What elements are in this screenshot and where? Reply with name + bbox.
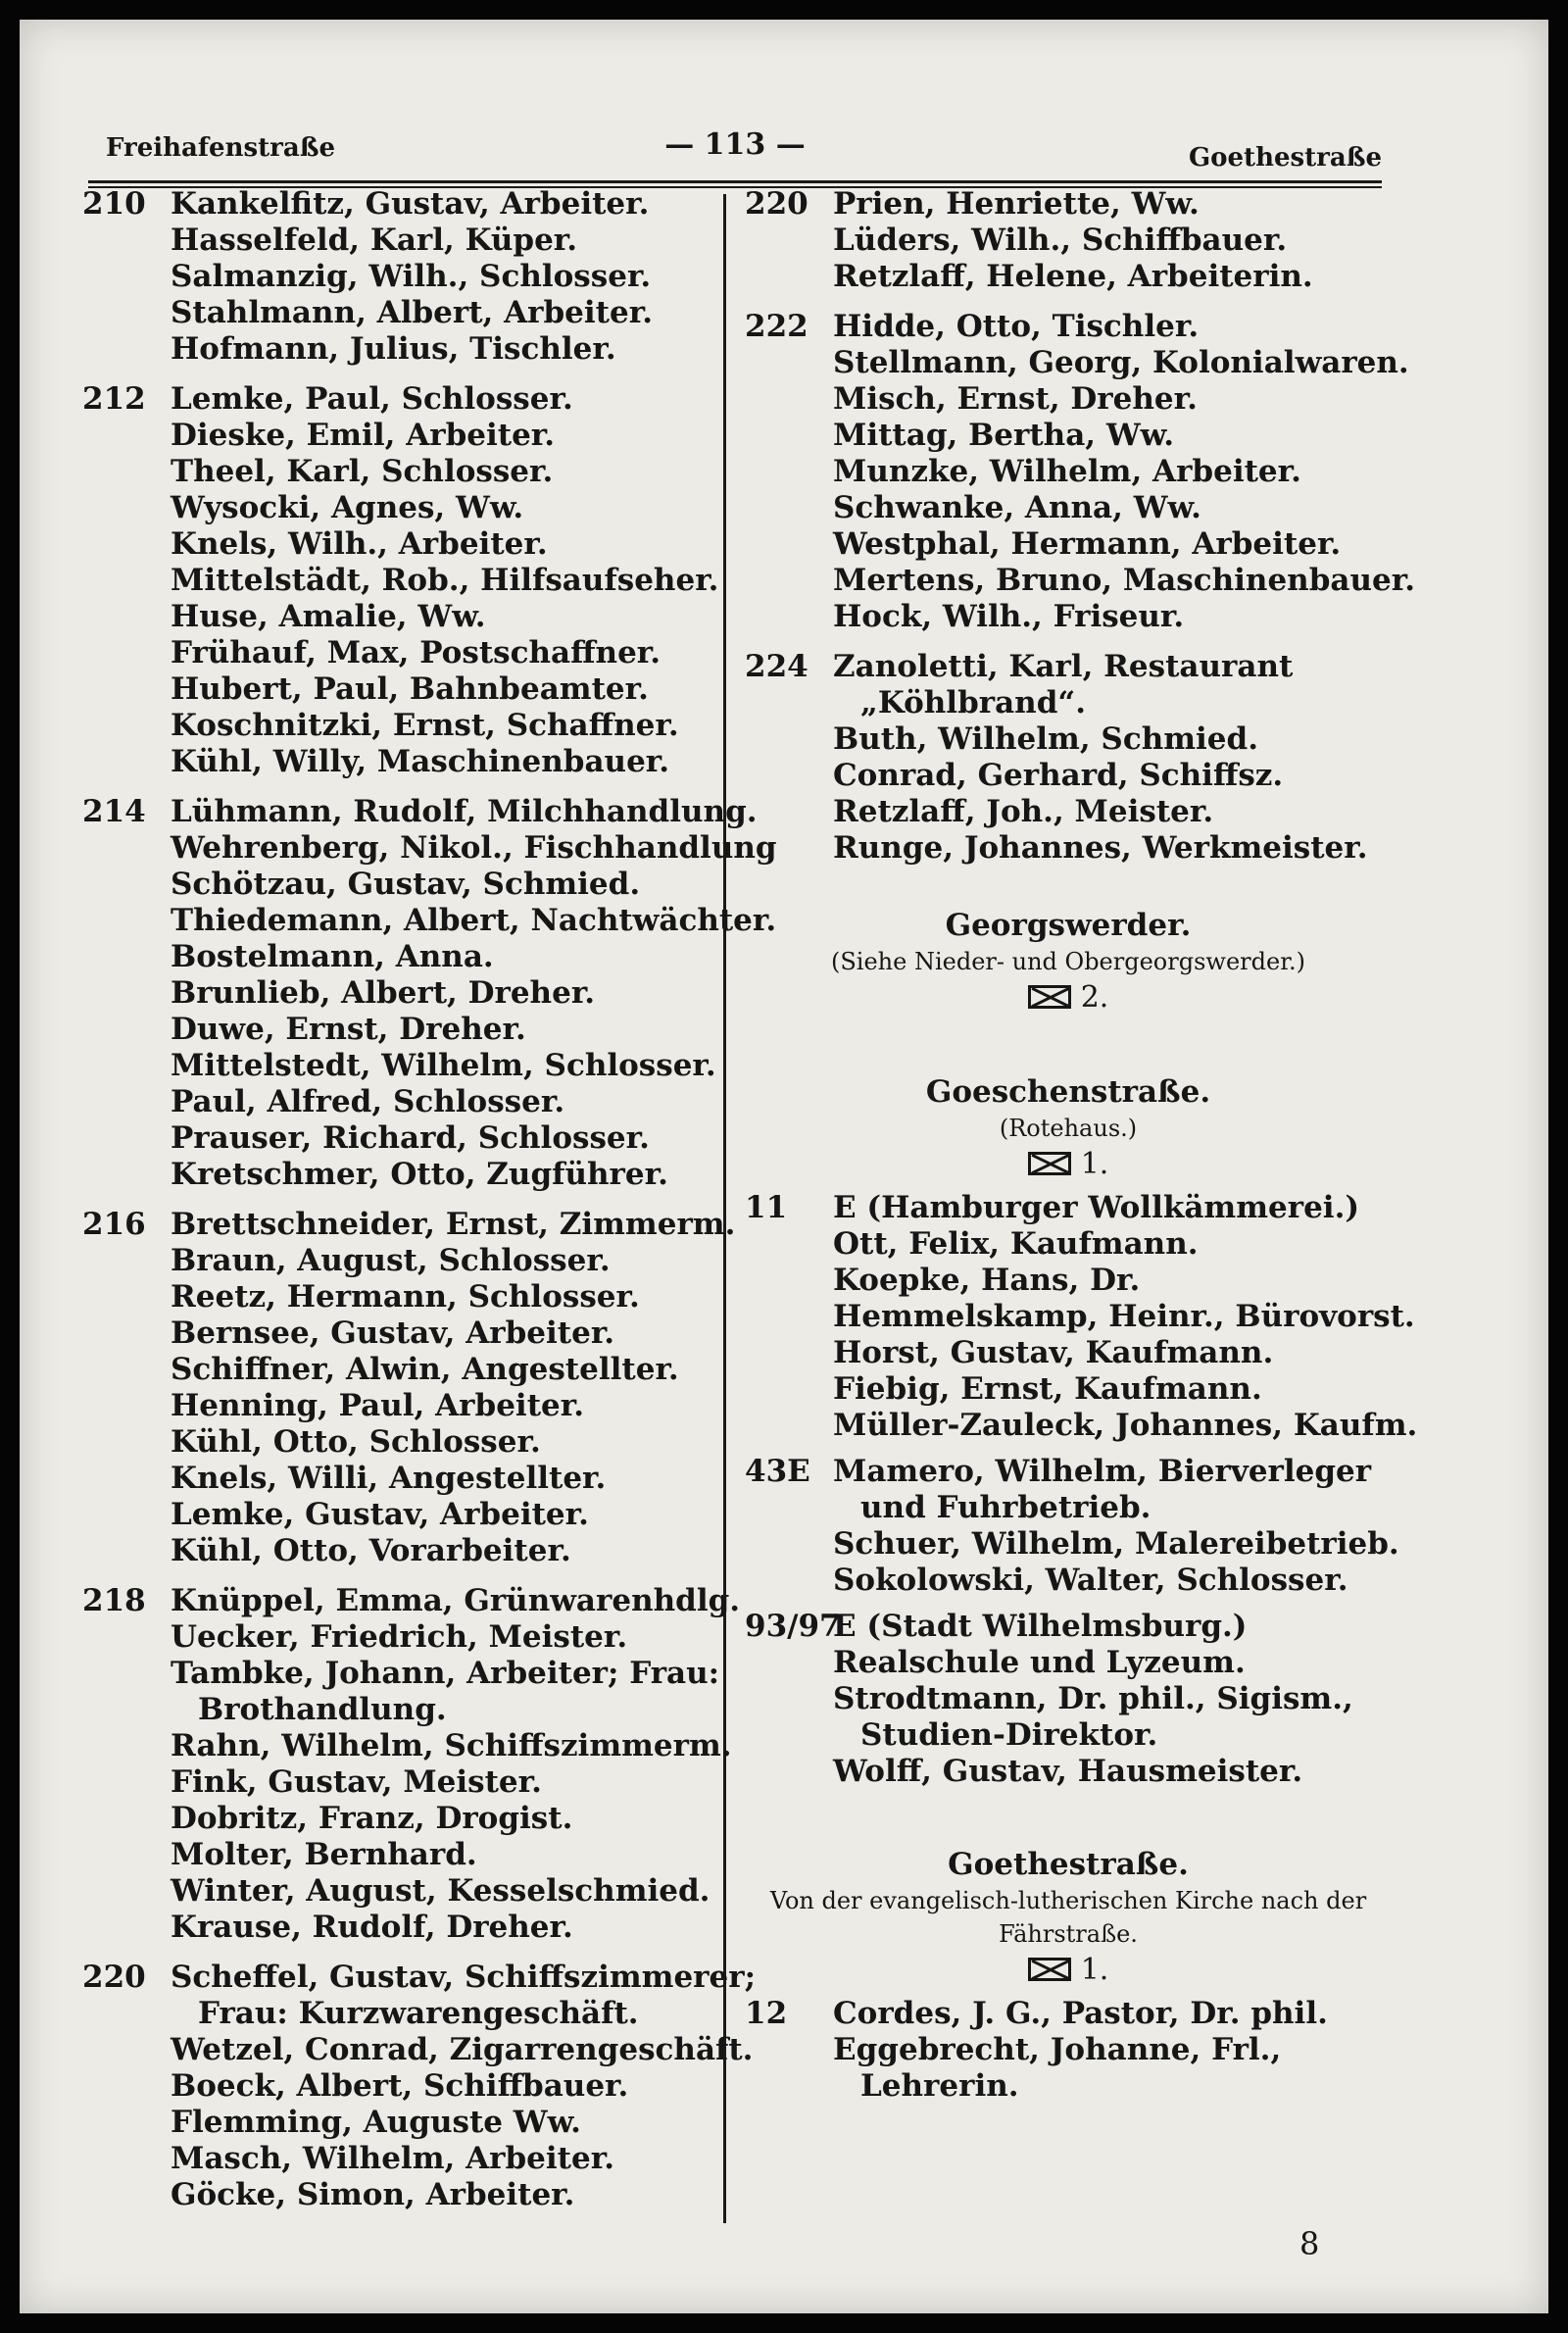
resident-text: Horst, Gustav, Kaufmann. xyxy=(833,1335,1274,1370)
resident-entry xyxy=(82,1424,719,1461)
resident-text: Buth, Wilhelm, Schmied. xyxy=(833,721,1258,757)
resident-entry xyxy=(82,939,719,975)
resident-entry xyxy=(82,1243,719,1279)
resident-entry xyxy=(82,1764,719,1801)
resident-entry xyxy=(82,830,777,867)
resident-entry xyxy=(82,1837,719,1873)
resident-text: Salmanzig, Wilh., Schlosser. xyxy=(171,259,652,294)
house-group xyxy=(745,1190,1418,1444)
section-entries xyxy=(745,1190,1418,1444)
house-group xyxy=(745,309,1416,635)
resident-text: Hidde, Otto, Tischler. xyxy=(833,309,1200,344)
resident-text: Knüppel, Emma, Grünwarenhdlg. xyxy=(171,1583,741,1618)
house-number: 210 xyxy=(82,186,146,222)
resident-entry xyxy=(82,1533,719,1569)
envelope-icon xyxy=(1028,1152,1071,1175)
resident-entry xyxy=(82,975,719,1012)
resident-entry xyxy=(82,186,719,223)
resident-entry xyxy=(82,381,719,418)
resident-entry xyxy=(82,1583,741,1619)
directory-page xyxy=(20,20,1548,2313)
section-entries xyxy=(745,1454,1399,1599)
resident-text: Duwe, Ernst, Dreher. xyxy=(171,1012,526,1047)
resident-entry xyxy=(82,1120,719,1157)
resident-entry xyxy=(745,1681,1392,1717)
resident-entry xyxy=(745,1754,1392,1790)
resident-entry xyxy=(745,1299,1415,1335)
resident-text: Strodtmann, Dr. phil., Sigism., xyxy=(833,1681,1353,1716)
resident-text: Theel, Karl, Schlosser. xyxy=(171,454,554,489)
resident-text: Schuer, Wilhelm, Malereibetrieb. xyxy=(833,1526,1399,1562)
resident-entry xyxy=(82,1012,719,1048)
resident-entry xyxy=(82,1207,736,1243)
street-section xyxy=(745,1845,1392,1990)
resident-entry xyxy=(745,1226,1392,1263)
envelope-icon xyxy=(1028,985,1071,1009)
house-number: 222 xyxy=(745,309,808,344)
resident-text: Wetzel, Conrad, Zigarrengeschäft. xyxy=(171,2032,754,2067)
street-section xyxy=(745,1072,1392,1184)
resident-entry xyxy=(745,186,1392,223)
resident-entry xyxy=(82,563,719,599)
house-group xyxy=(82,1207,736,1569)
house-group xyxy=(745,1609,1392,1790)
resident-entry xyxy=(745,259,1392,295)
resident-text: Tambke, Johann, Arbeiter; Frau: xyxy=(171,1656,720,1691)
section-title: Georgswerder. xyxy=(945,908,1192,943)
resident-entry xyxy=(82,418,719,454)
resident-text: Knels, Wilh., Arbeiter. xyxy=(171,526,548,562)
resident-entry xyxy=(82,295,719,331)
house-number: 224 xyxy=(745,649,808,684)
resident-text: Hemmelskamp, Heinr., Bürovorst. xyxy=(833,1299,1415,1334)
resident-text: Scheffel, Gustav, Schiffszimmerer; xyxy=(171,1960,757,1995)
resident-entry-continuation: Studien-Direktor. xyxy=(860,1717,1158,1753)
right-column xyxy=(745,186,1418,2105)
resident-text: Dieske, Emil, Arbeiter. xyxy=(171,418,556,453)
resident-text: Ott, Felix, Kaufmann. xyxy=(833,1226,1199,1262)
resident-text: Brettschneider, Ernst, Zimmerm. xyxy=(171,1207,736,1242)
resident-text: Kühl, Otto, Schlosser. xyxy=(171,1424,541,1460)
page-header xyxy=(88,122,1382,171)
resident-entry xyxy=(82,1960,757,1996)
section-subtitle: Von der evangelisch-lutherischen Kirche nach der Fährstraße. xyxy=(769,1887,1367,1948)
resident-text: Schwanke, Anna, Ww. xyxy=(833,490,1201,525)
resident-entry xyxy=(82,526,719,563)
resident-text: Molter, Bernhard. xyxy=(171,1837,477,1872)
house-group xyxy=(745,186,1392,295)
resident-text: Henning, Paul, Arbeiter. xyxy=(171,1388,585,1423)
resident-text: Schiffner, Alwin, Angestellter. xyxy=(171,1352,679,1387)
resident-text: Mittelstädt, Rob., Hilfsaufseher. xyxy=(171,563,719,598)
resident-entry xyxy=(745,599,1392,635)
resident-text: Braun, August, Schlosser. xyxy=(171,1243,611,1278)
postal-district xyxy=(745,1951,1392,1990)
resident-entry xyxy=(745,649,1392,685)
resident-entry xyxy=(745,454,1392,490)
house-number: 220 xyxy=(82,1960,146,1995)
resident-text: Eggebrecht, Johanne, Frl., xyxy=(833,2032,1282,2067)
resident-text: Westphal, Hermann, Arbeiter. xyxy=(833,526,1342,562)
resident-entry xyxy=(82,2177,719,2213)
resident-entry xyxy=(745,309,1392,345)
resident-text: Boeck, Albert, Schiffbauer. xyxy=(171,2068,629,2104)
resident-text: Paul, Alfred, Schlosser. xyxy=(171,1084,565,1119)
header-left-street: Freihafenstraße xyxy=(106,133,335,163)
house-number: 218 xyxy=(82,1583,146,1618)
resident-entry xyxy=(745,1371,1392,1408)
resident-text: Mertens, Bruno, Maschinenbauer. xyxy=(833,563,1416,598)
resident-text: Knels, Willi, Angestellter. xyxy=(171,1461,607,1496)
resident-text: Rahn, Wilhelm, Schiffszimmerm. xyxy=(171,1728,732,1763)
postal-district xyxy=(745,1145,1392,1184)
resident-entry xyxy=(82,490,719,526)
resident-text: Bernsee, Gustav, Arbeiter. xyxy=(171,1315,615,1351)
house-number: 43E xyxy=(745,1454,810,1489)
resident-entry xyxy=(82,1048,719,1084)
section-entries xyxy=(745,1996,1392,2105)
resident-text: Kühl, Otto, Vorarbeiter. xyxy=(171,1533,571,1568)
resident-text: Masch, Wilhelm, Arbeiter. xyxy=(171,2141,614,2176)
resident-entry xyxy=(745,381,1392,418)
resident-text: Wysocki, Agnes, Ww. xyxy=(171,490,524,525)
resident-entry xyxy=(745,223,1392,259)
resident-entry xyxy=(745,563,1416,599)
resident-entry xyxy=(82,1388,719,1424)
resident-entry xyxy=(82,223,719,259)
resident-text: Thiedemann, Albert, Nachtwächter. xyxy=(171,903,777,938)
resident-text: Sokolowski, Walter, Schlosser. xyxy=(833,1563,1348,1598)
resident-entry xyxy=(82,794,758,830)
resident-text: Retzlaff, Joh., Meister. xyxy=(833,794,1214,829)
resident-entry-continuation: und Fuhrbetrieb. xyxy=(860,1490,1152,1525)
resident-entry xyxy=(82,599,719,635)
resident-text: Fink, Gustav, Meister. xyxy=(171,1764,542,1800)
house-group xyxy=(82,381,719,780)
resident-text: Brunlieb, Albert, Dreher. xyxy=(171,975,596,1011)
resident-text: Cordes, J. G., Pastor, Dr. phil. xyxy=(833,1996,1328,2031)
resident-text: Winter, August, Kesselschmied. xyxy=(171,1873,710,1909)
resident-text: Zanoletti, Karl, Restaurant xyxy=(833,649,1294,684)
resident-entry xyxy=(745,1526,1399,1563)
resident-entry xyxy=(82,1728,732,1764)
section-entries xyxy=(745,1609,1392,1790)
resident-text: Göcke, Simon, Arbeiter. xyxy=(171,2177,575,2212)
resident-entry xyxy=(82,1157,719,1193)
resident-entry xyxy=(745,1645,1392,1681)
resident-text: Conrad, Gerhard, Schiffsz. xyxy=(833,758,1284,793)
resident-text: Stahlmann, Albert, Arbeiter. xyxy=(171,295,654,330)
resident-entry xyxy=(82,2141,719,2177)
resident-text: Lüders, Wilh., Schiffbauer. xyxy=(833,223,1288,258)
signature-mark: 8 xyxy=(1299,2225,1320,2262)
resident-text: Retzlaff, Helene, Arbeiterin. xyxy=(833,259,1313,294)
resident-entry xyxy=(82,867,719,903)
page-number: — 113 — xyxy=(664,127,806,162)
resident-entry xyxy=(82,1279,719,1315)
resident-entry xyxy=(745,1454,1392,1490)
resident-text: Mamero, Wilhelm, Bierverleger xyxy=(833,1454,1372,1489)
resident-entry xyxy=(745,526,1392,563)
resident-entry xyxy=(82,1910,719,1946)
resident-entry xyxy=(82,259,719,295)
house-number: 93/97 xyxy=(745,1609,841,1644)
resident-entry xyxy=(82,1656,719,1692)
house-number: 214 xyxy=(82,794,146,829)
resident-text: Misch, Ernst, Dreher. xyxy=(833,381,1198,417)
house-group xyxy=(82,186,719,368)
resident-entry xyxy=(82,1619,719,1656)
house-number: 11 xyxy=(745,1190,788,1225)
postal-district-number: 1. xyxy=(1080,1953,1109,1987)
section-title: Goethestraße. xyxy=(948,1847,1189,1882)
resident-text: Dobritz, Franz, Drogist. xyxy=(171,1801,573,1836)
resident-entry xyxy=(82,331,719,368)
resident-entry xyxy=(745,2032,1392,2068)
resident-entry xyxy=(82,1315,719,1352)
resident-text: Hasselfeld, Karl, Küper. xyxy=(171,223,578,258)
resident-text: Stellmann, Georg, Kolonialwaren. xyxy=(833,345,1409,380)
resident-text: E (Stadt Wilhelmsburg.) xyxy=(833,1609,1248,1644)
resident-entry xyxy=(745,830,1392,867)
resident-entry xyxy=(82,903,777,939)
postal-district-number: 1. xyxy=(1080,1147,1109,1181)
resident-text: Prien, Henriette, Ww. xyxy=(833,186,1200,222)
resident-text: Koschnitzki, Ernst, Schaffner. xyxy=(171,708,679,743)
resident-text: Fiebig, Ernst, Kaufmann. xyxy=(833,1371,1262,1407)
resident-text: Kretschmer, Otto, Zugführer. xyxy=(171,1157,668,1192)
street-section xyxy=(745,906,1392,1018)
resident-entry-continuation: Frau: Kurzwarengeschäft. xyxy=(198,1996,639,2031)
resident-text: Prauser, Richard, Schlosser. xyxy=(171,1120,650,1156)
house-number: 216 xyxy=(82,1207,146,1242)
house-group xyxy=(745,1454,1399,1599)
resident-entry xyxy=(745,794,1392,830)
resident-text: Koepke, Hans, Dr. xyxy=(833,1263,1141,1298)
resident-entry xyxy=(745,758,1392,794)
resident-text: Schötzau, Gustav, Schmied. xyxy=(171,867,641,902)
resident-text: Krause, Rudolf, Dreher. xyxy=(171,1910,573,1945)
section-title: Goeschenstraße. xyxy=(925,1074,1211,1110)
resident-text: Wehrenberg, Nikol., Fischhandlung xyxy=(171,830,777,866)
header-rule xyxy=(88,180,1382,183)
house-number: 212 xyxy=(82,381,146,417)
resident-text: Runge, Johannes, Werkmeister. xyxy=(833,830,1368,866)
resident-text: Bostelmann, Anna. xyxy=(171,939,494,974)
resident-text: Hofmann, Julius, Tischler. xyxy=(171,331,616,367)
resident-entry xyxy=(82,1801,719,1837)
resident-entry-continuation: „Köhlbrand“. xyxy=(860,685,1087,720)
house-group xyxy=(745,649,1392,867)
resident-entry xyxy=(745,1190,1392,1226)
house-number: 220 xyxy=(745,186,808,222)
resident-entry xyxy=(745,721,1392,758)
section-subtitle: (Rotehaus.) xyxy=(999,1115,1138,1142)
resident-entry xyxy=(82,1497,719,1533)
resident-entry xyxy=(82,454,719,490)
resident-text: Wolff, Gustav, Hausmeister. xyxy=(833,1754,1303,1789)
house-group xyxy=(745,1996,1392,2105)
resident-entry xyxy=(745,1996,1392,2032)
resident-entry xyxy=(82,2068,719,2105)
house-group xyxy=(82,1583,741,1946)
resident-entry xyxy=(745,1408,1418,1444)
resident-text: Uecker, Friedrich, Meister. xyxy=(171,1619,628,1655)
resident-entry xyxy=(82,671,719,708)
resident-entry-continuation: Brothandlung. xyxy=(198,1692,447,1727)
resident-text: Mittelstedt, Wilhelm, Schlosser. xyxy=(171,1048,716,1083)
resident-text: Lemke, Gustav, Arbeiter. xyxy=(171,1497,589,1532)
resident-text: Kankelfitz, Gustav, Arbeiter. xyxy=(171,186,650,222)
house-group xyxy=(82,1960,757,2213)
resident-entry xyxy=(745,1335,1392,1371)
resident-text: Kühl, Willy, Maschinenbauer. xyxy=(171,744,670,779)
resident-text: Lühmann, Rudolf, Milchhandlung. xyxy=(171,794,758,829)
header-right-street: Goethestraße xyxy=(1188,143,1382,173)
resident-entry xyxy=(745,490,1392,526)
resident-text: Realschule und Lyzeum. xyxy=(833,1645,1246,1680)
resident-text: Munzke, Wilhelm, Arbeiter. xyxy=(833,454,1301,489)
resident-entry xyxy=(745,1563,1392,1599)
envelope-icon xyxy=(1028,1958,1071,1981)
resident-entry xyxy=(745,418,1392,454)
resident-entry xyxy=(82,2032,754,2068)
resident-text: Frühauf, Max, Postschaffner. xyxy=(171,635,662,670)
resident-entry xyxy=(745,1263,1392,1299)
resident-entry xyxy=(82,635,719,671)
resident-entry xyxy=(82,708,719,744)
resident-text: E (Hamburger Wollkämmerei.) xyxy=(833,1190,1360,1225)
resident-entry xyxy=(82,744,719,780)
resident-entry xyxy=(82,1352,719,1388)
resident-text: Flemming, Auguste Ww. xyxy=(171,2105,581,2140)
resident-text: Mittag, Bertha, Ww. xyxy=(833,418,1175,453)
postal-district-number: 2. xyxy=(1080,980,1109,1015)
resident-entry xyxy=(745,1609,1392,1645)
postal-district xyxy=(745,978,1392,1018)
resident-text: Müller-Zauleck, Johannes, Kaufm. xyxy=(833,1408,1418,1443)
house-number: 12 xyxy=(745,1996,788,2031)
resident-entry xyxy=(82,2105,719,2141)
resident-entry-continuation: Lehrerin. xyxy=(860,2068,1019,2104)
resident-text: Lemke, Paul, Schlosser. xyxy=(171,381,573,417)
house-group xyxy=(82,794,777,1193)
resident-text: Hock, Wilh., Friseur. xyxy=(833,599,1185,634)
resident-entry xyxy=(82,1461,719,1497)
resident-entry xyxy=(745,345,1409,381)
section-subtitle: (Siehe Nieder- und Obergeorgswerder.) xyxy=(830,948,1306,975)
resident-text: Huse, Amalie, Ww. xyxy=(171,599,486,634)
resident-text: Reetz, Hermann, Schlosser. xyxy=(171,1279,640,1315)
resident-entry xyxy=(82,1084,719,1120)
resident-text: Hubert, Paul, Bahnbeamter. xyxy=(171,671,649,707)
resident-entry xyxy=(82,1873,719,1910)
